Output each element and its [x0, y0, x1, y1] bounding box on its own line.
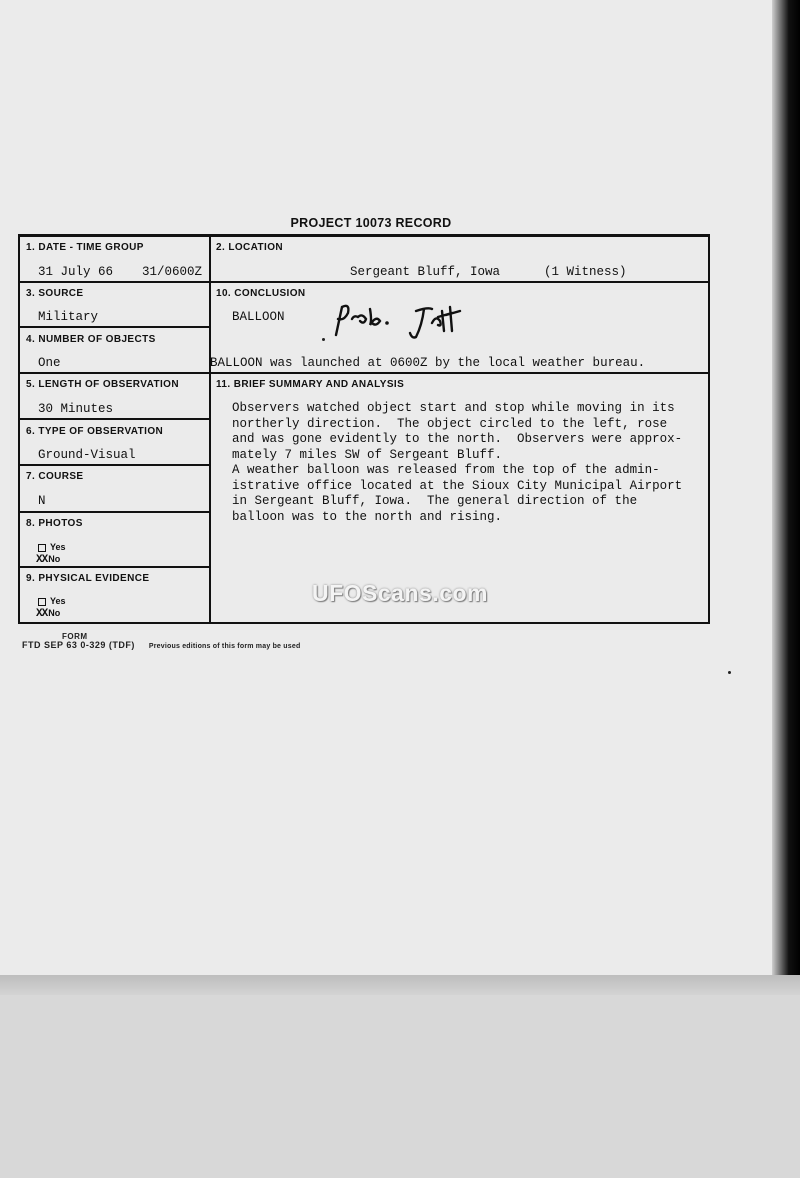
page-edge-shadow: [772, 0, 800, 990]
handwritten-annotation: [332, 301, 472, 341]
course-value: N: [38, 494, 46, 508]
witness-count: (1 Witness): [544, 265, 627, 279]
row-divider: [20, 326, 210, 328]
form-number: FTD SEP 63 0-329 (TDF): [22, 640, 135, 650]
conclusion-note: BALLOON was launched at 0600Z by the local weather bureau.: [210, 356, 646, 370]
number-of-objects-value: One: [38, 356, 61, 370]
watermark: UFOScans.com: [312, 580, 488, 606]
form-number-line: [22, 640, 300, 650]
location-label: 2. LOCATION: [216, 242, 283, 253]
photos-no-mark: XX: [36, 554, 48, 566]
speck: [322, 338, 325, 341]
summary-label: 11. BRIEF SUMMARY AND ANALYSIS: [216, 379, 405, 390]
evidence-no-text: No: [48, 608, 61, 618]
summary-text: Observers watched object start and stop while moving in its northerly direction. The object circled to the left, rose and was gone evidently to the north. Observers were approx- mately 7 miles SW of Sergeant Bluff. A weather balloon was released from the top of the admin- istrative office located at the Sioux City Municipal Airport in Sergeant Bluff, Iowa. The general direction of the balloon was to the north and rising.: [232, 401, 683, 524]
course-label: 7. COURSE: [26, 471, 84, 482]
photos-no-text: No: [48, 554, 61, 564]
physical-evidence-label: 9. PHYSICAL EVIDENCE: [26, 573, 150, 584]
form-footer: [22, 632, 300, 650]
underlying-sheet: [0, 995, 800, 1178]
date-value: 31 July 66: [38, 265, 114, 279]
photos-no-option: [36, 554, 60, 566]
row-divider: [20, 418, 210, 420]
speck: [728, 671, 731, 674]
evidence-no-mark: XX: [36, 608, 48, 620]
source-label: 3. SOURCE: [26, 288, 84, 299]
location-value: Sergeant Bluff, Iowa: [350, 265, 501, 279]
length-label: 5. LENGTH OF OBSERVATION: [26, 379, 179, 390]
form-edition-note: Previous editions of this form may be used: [148, 643, 301, 650]
row-divider: [20, 372, 708, 374]
evidence-yes-text: Yes: [50, 596, 66, 606]
observation-type-label: 6. TYPE OF OBSERVATION: [26, 426, 164, 437]
number-of-objects-label: 4. NUMBER OF OBJECTS: [26, 334, 156, 345]
row-divider: [20, 464, 210, 466]
observation-type-value: Ground-Visual: [38, 448, 136, 462]
photos-label: 8. PHOTOS: [26, 518, 83, 529]
row-divider: [20, 511, 210, 513]
conclusion-label: 10. CONCLUSION: [216, 288, 306, 299]
date-time-label: 1. DATE - TIME GROUP: [26, 242, 144, 253]
record-form: [18, 234, 710, 624]
column-divider: [209, 237, 211, 622]
form-label: FORM: [62, 632, 88, 641]
length-value: 30 Minutes: [38, 402, 114, 416]
source-value: Military: [38, 310, 99, 324]
checkbox-icon: [38, 544, 46, 552]
row-divider: [20, 281, 708, 283]
conclusion-value: BALLOON: [232, 310, 285, 324]
photos-yes-option: [38, 542, 66, 552]
time-value: 31/0600Z: [142, 265, 203, 279]
page-bottom-shadow: [0, 975, 800, 997]
evidence-no-option: [36, 608, 60, 620]
photos-yes-text: Yes: [50, 542, 66, 552]
page-title: PROJECT 10073 RECORD: [290, 216, 452, 230]
row-divider: [20, 566, 210, 568]
